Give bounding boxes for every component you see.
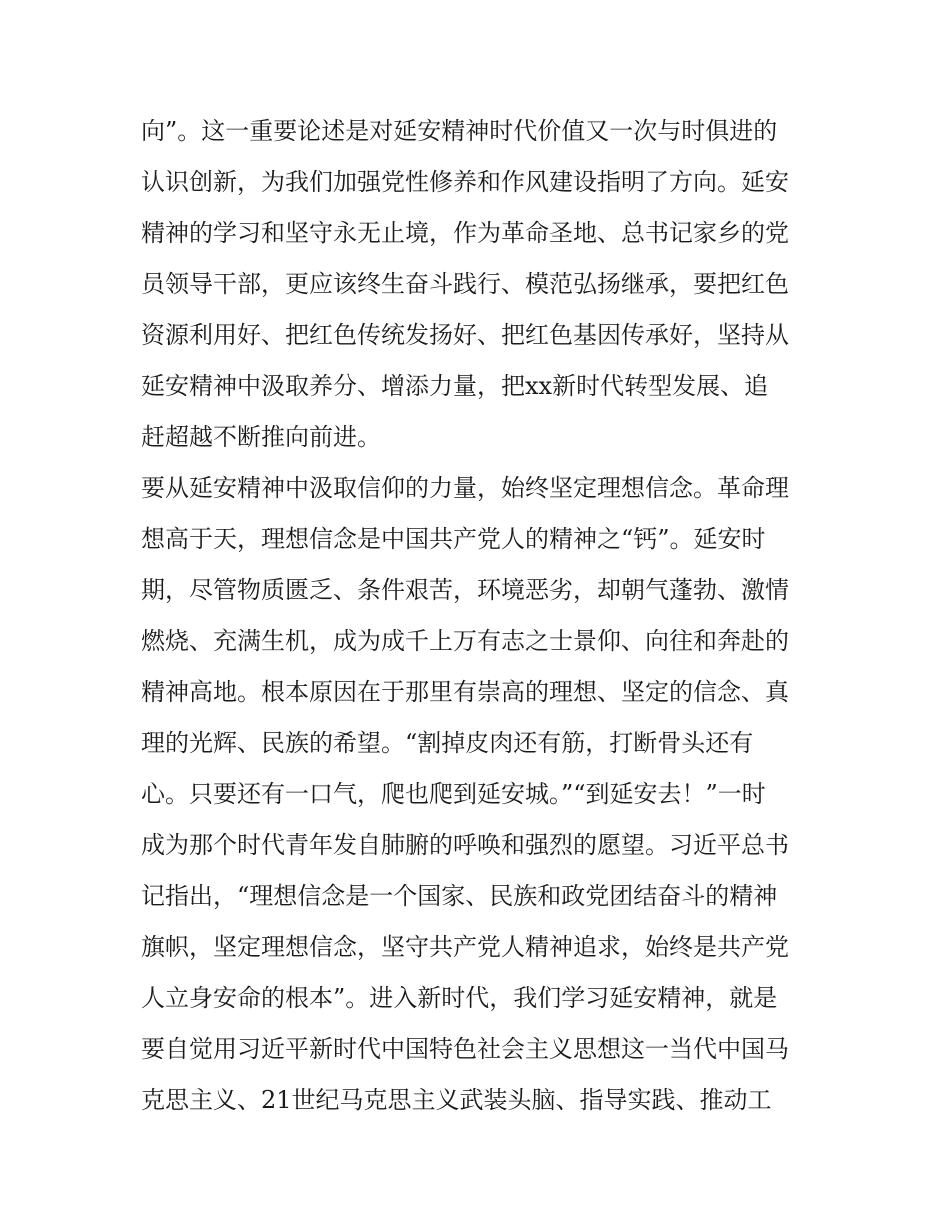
text-line: 精神的学习和坚守永无止境，作为革命圣地、总书记家乡的党: [141, 219, 789, 247]
text-line: 期，尽管物质匮乏、条件艰苦，环境恶劣，却朝气蓬勃、激情: [141, 576, 789, 604]
text-line: 成为那个时代青年发自肺腑的呼唤和强烈的愿望。习近平总书: [141, 831, 789, 859]
text-line: 向”。这一重要论述是对延安精神时代价值又一次与时俱进的: [141, 117, 778, 145]
text-line: 认识创新，为我们加强党性修养和作风建设指明了方向。延安: [141, 168, 789, 196]
text-line: 记指出，“理想信念是一个国家、民族和政党团结奋斗的精神: [141, 882, 778, 910]
text-line: 员领导干部，更应该终生奋斗践行、模范弘扬继承，要把红色: [141, 270, 789, 298]
text-line: 人立身安命的根本”。进入新时代，我们学习延安精神，就是: [141, 984, 778, 1012]
body-text: [141, 106, 831, 1126]
text-line: 资源利用好、把红色传统发扬好、把红色基因传承好，坚持从: [141, 321, 789, 349]
text-line: 燃烧、充满生机，成为成千上万有志之士景仰、向往和奔赴的: [141, 627, 789, 655]
paragraph-start-line: 要从延安精神中汲取信仰的力量，始终坚定理想信念。革命理: [141, 474, 789, 502]
text-line: 要自觉用习近平新时代中国特色社会主义思想这一当代中国马: [141, 1035, 789, 1063]
text-line: 心。只要还有一口气，爬也爬到延安城。”“到延安去！”一时: [141, 780, 766, 808]
text-line: 想高于天，理想信念是中国共产党人的精神之“钙”。延安时: [141, 525, 766, 553]
text-line: 延安精神中汲取养分、增添力量，把xx新时代转型发展、追: [141, 372, 769, 400]
text-line: 克思主义、21世纪马克思主义武装头脑、指导实践、推动工: [141, 1086, 772, 1114]
text-line: 旗帜，坚定理想信念，坚守共产党人精神追求，始终是共产党: [141, 933, 789, 961]
text-line: 精神高地。根本原因在于那里有崇高的理想、坚定的信念、真: [141, 678, 789, 706]
text-line: 理的光辉、民族的希望。“割掉皮肉还有筋，打断骨头还有: [141, 729, 754, 757]
text-line: 赶超越不断推向前进。: [141, 423, 381, 451]
